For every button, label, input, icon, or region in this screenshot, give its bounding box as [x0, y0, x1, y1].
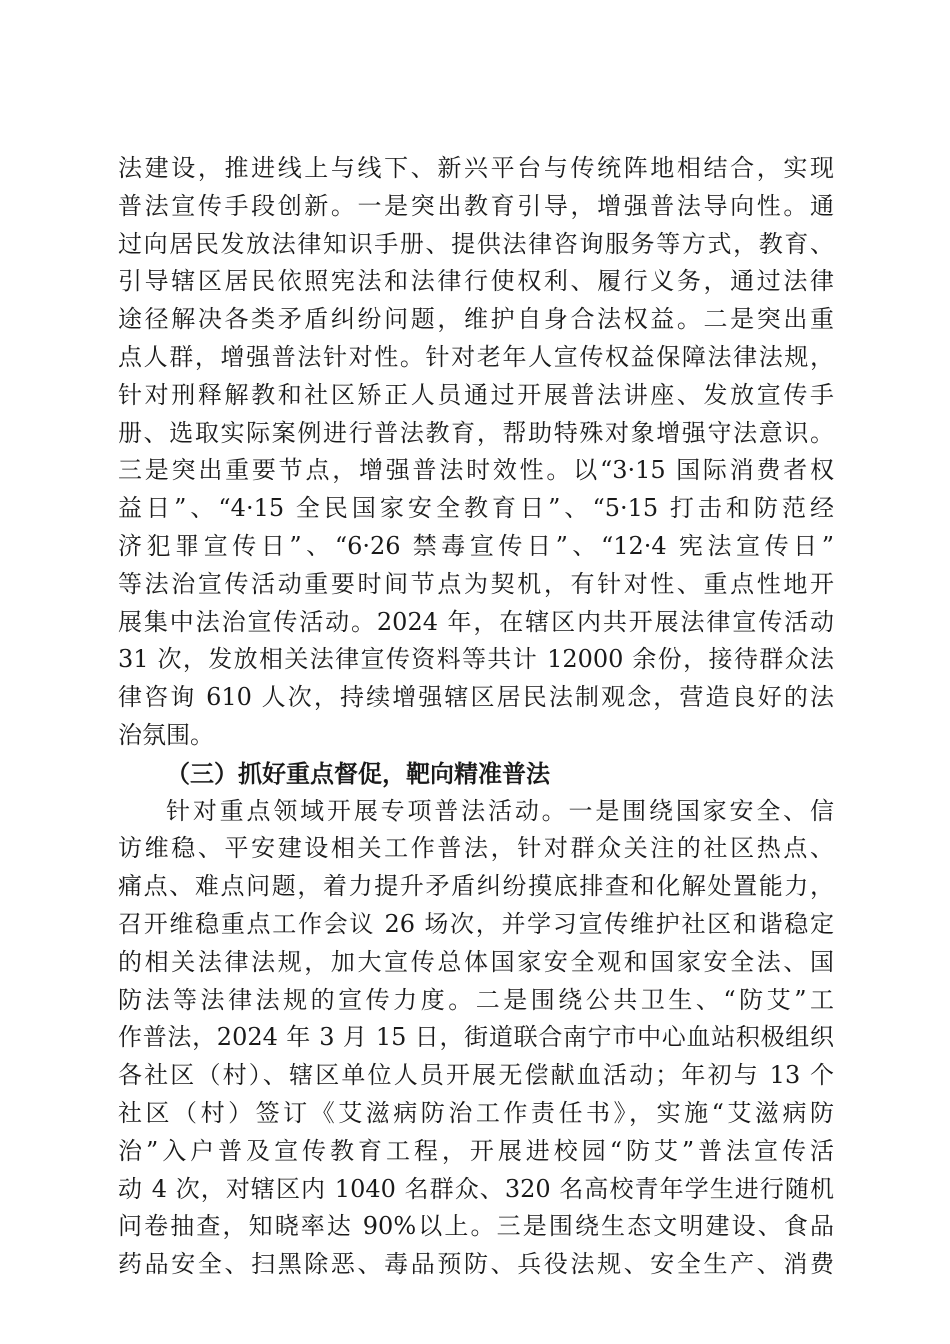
- text-line: 问卷抽查，知晓率达 90%以上。三是围绕生态文明建设、食品: [118, 1212, 834, 1241]
- text-line: 针对重点领域开展专项普法活动。一是围绕国家安全、信: [166, 796, 834, 825]
- text-line: 针对刑释解教和社区矫正人员通过开展普法讲座、发放宣传手: [118, 380, 834, 409]
- text-line: 治”入户普及宣传教育工程，开展进校园“防艾”普法宣传活: [118, 1136, 834, 1165]
- text-line: 社区（村）签订《艾滋病防治工作责任书》，实施“艾滋病防: [118, 1098, 834, 1127]
- text-line: 法建设，推进线上与线下、新兴平台与传统阵地相结合，实现: [118, 154, 834, 182]
- text-line: 三是突出重要节点，增强普法时效性。以“3·15 国际消费者权: [118, 456, 834, 485]
- text-line: 普法宣传手段创新。一是突出教育引导，增强普法导向性。通: [118, 191, 834, 220]
- text-line: 等法治宣传活动重要时间节点为契机，有针对性、重点性地开: [118, 569, 834, 598]
- text-line: 作普法，2024 年 3 月 15 日，街道联合南宁市中心血站积极组织: [118, 1023, 834, 1052]
- text-line: 药品安全、扫黑除恶、毒品预防、兵役法规、安全生产、消费: [118, 1250, 834, 1279]
- paragraph-1: [118, 150, 834, 755]
- text-line: 引导辖区居民依照宪法和法律行使权利、履行义务，通过法律: [118, 267, 834, 296]
- text-line: 过向居民发放法律知识手册、提供法律咨询服务等方式，教育、: [118, 229, 834, 258]
- text-line: 济犯罪宣传日”、“6·26 禁毒宣传日”、“12·4 宪法宣传日”: [118, 531, 834, 560]
- section-heading: （三）抓好重点督促，靶向精准普法: [166, 758, 550, 788]
- text-line: 访维稳、平安建设相关工作普法，针对群众关注的社区热点、: [118, 834, 834, 863]
- text-line: 展集中法治宣传活动。2024 年，在辖区内共开展法律宣传活动: [118, 607, 834, 636]
- text-line: 册、选取实际案例进行普法教育，帮助特殊对象增强守法意识。: [118, 418, 834, 447]
- text-line: 各社区（村）、辖区单位人员开展无偿献血活动；年初与 13 个: [118, 1061, 834, 1090]
- paragraph-2: [118, 793, 834, 1284]
- document-body: [118, 150, 834, 1284]
- text-line: 痛点、难点问题，着力提升矛盾纠纷摸底排查和化解处置能力，: [118, 872, 834, 901]
- text-line: 防法等法律法规的宣传力度。二是围绕公共卫生、“防艾”工: [118, 985, 834, 1014]
- text-line: 治氛围。: [118, 720, 214, 749]
- text-line: 律咨询 610 人次，持续增强辖区居民法制观念，营造良好的法: [118, 683, 834, 712]
- text-line: 31 次，发放相关法律宣传资料等共计 12000 余份，接待群众法: [118, 645, 834, 674]
- text-line: 动 4 次，对辖区内 1040 名群众、320 名高校青年学生进行随机: [118, 1174, 834, 1203]
- text-line: 点人群，增强普法针对性。针对老年人宣传权益保障法律法规，: [118, 342, 834, 371]
- text-line: 召开维稳重点工作会议 26 场次，并学习宣传维护社区和谐稳定: [118, 909, 834, 938]
- text-line: 途径解决各类矛盾纠纷问题，维护自身合法权益。二是突出重: [118, 305, 834, 334]
- text-line: 的相关法律法规，加大宣传总体国家安全观和国家安全法、国: [118, 947, 834, 976]
- text-line: 益日”、“4·15 全民国家安全教育日”、“5·15 打击和防范经: [118, 494, 834, 523]
